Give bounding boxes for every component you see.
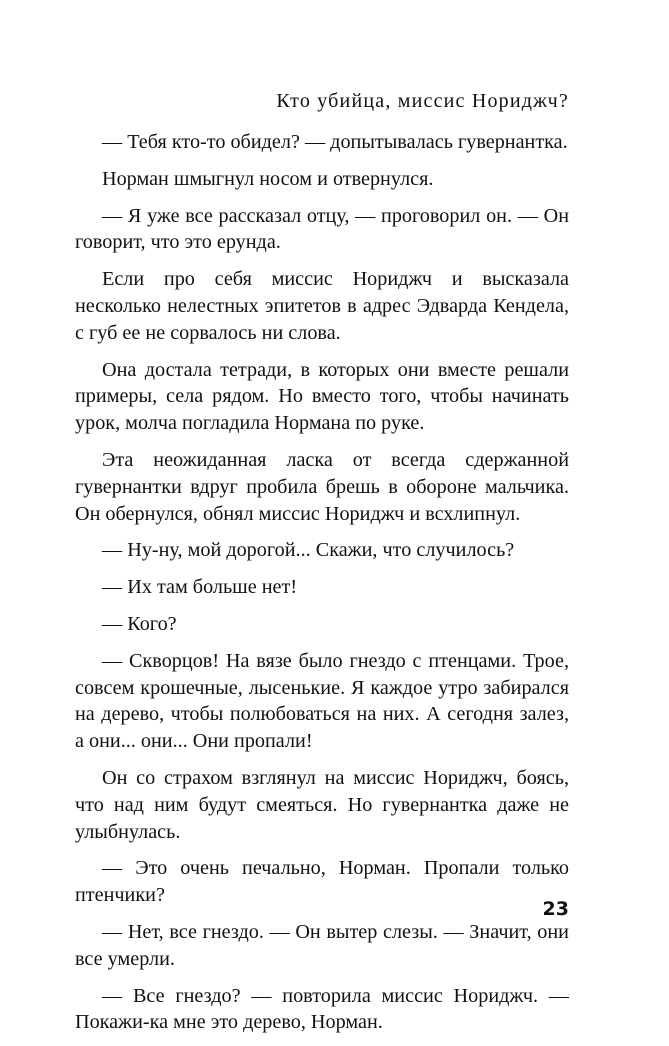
- paragraph: — Все гнездо? — повторила миссис Нориджч. — Покажи-ка мне это дерево, Норман.: [75, 984, 569, 1034]
- page-number: 23: [542, 898, 569, 920]
- paragraph: — Нет, все гнездо. — Он вытер слезы. — Значит, они все умерли.: [75, 920, 569, 970]
- paragraph: Норман шмыгнул носом и отвернулся.: [102, 167, 434, 190]
- running-title: Кто убийца, миссис Нориджч?: [276, 90, 569, 112]
- paragraph: Она достала тетради, в которых они вместе решали примеры, села рядом. Но вместо того, чтобы начинать урок, молча погладила Нормана по руке.: [75, 358, 569, 435]
- paragraph: Если про себя миссис Нориджч и высказала несколько нелестных эпитетов в адрес Эдварда Кендела, с губ ее не сорвалось ни слова.: [75, 268, 569, 344]
- paragraph: — Их там больше нет!: [102, 576, 298, 599]
- paragraph: Эта неожиданная ласка от всегда сдержанной гувернантки вдруг пробила брешь в обороне мальчика. Он обернулся, обнял миссис Нориджч и всхлипнул.: [75, 448, 569, 525]
- paragraph: — Это очень печально, Норман. Пропали только птенчики?: [75, 857, 569, 907]
- paragraph: — Я уже все рассказал отцу, — проговорил он. — Он говорит, что это ерунда.: [75, 204, 569, 254]
- paragraph: — Кого?: [102, 612, 177, 635]
- paragraph: Он со страхом взглянул на миссис Нориджч, боясь, что над ним будут смеяться. Но гувернантка даже не улыбнулась.: [75, 766, 569, 843]
- paragraph: — Ну-ну, мой дорогой... Скажи, что случилось?: [102, 539, 515, 562]
- paragraph: — Тебя кто-то обидел? — допытывалась гувернантка.: [102, 131, 568, 153]
- paragraph: — Скворцов! На вязе было гнездо с птенцами. Трое, совсем крошечные, лысенькие. Я каждое утро забирался на дерево, чтобы полюбоваться на них. А сегодня залез, а они... они... Они пропали!: [75, 649, 569, 753]
